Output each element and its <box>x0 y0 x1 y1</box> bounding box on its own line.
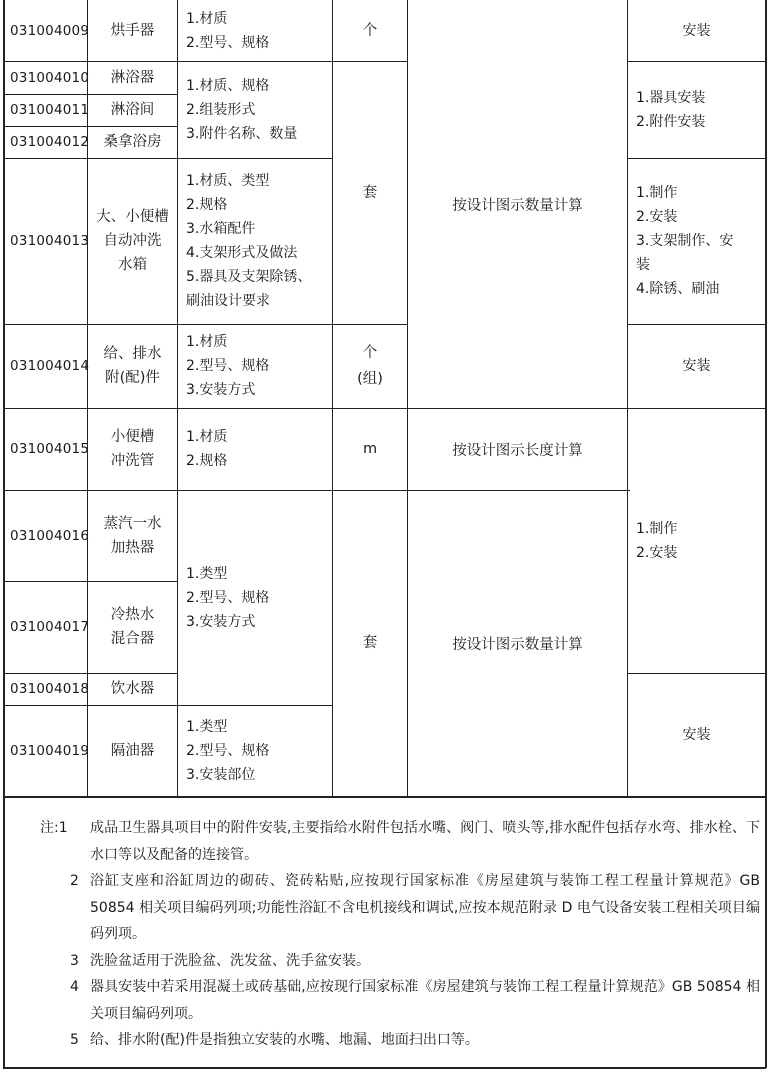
item-code: 031004015 <box>10 441 90 457</box>
note-item <box>40 815 760 868</box>
item-unit: 个 <box>362 22 378 39</box>
item-name: 小便槽 冲洗管 <box>110 429 155 469</box>
quantity-rule: 按设计图示数量计算 <box>452 636 583 653</box>
notes-section <box>40 815 760 1054</box>
item-name: 饮水器 <box>110 681 155 697</box>
item-features: 1.类型 2.型号、规格 3.安装方式 <box>186 565 270 630</box>
work-content: 1.制作 2.安装 3.支架制作、安 装 4.除锈、刷油 <box>636 185 734 297</box>
item-name: 给、排水 附(配)件 <box>103 346 162 386</box>
work-content: 1.制作 2.安装 <box>636 520 678 561</box>
item-code: 031004009 <box>10 22 90 39</box>
item-features: 1.材质、规格 2.组装形式 3.附件名称、数量 <box>186 77 298 142</box>
item-unit: 套 <box>362 635 378 651</box>
item-features: 1.材质 2.型号、规格 3.安装方式 <box>186 334 270 398</box>
item-code: 031004017 <box>10 619 90 635</box>
note-text: 成品卫生器具项目中的附件安装,主要指给水附件包括水嘴、阀门、喷头等,排水配件包括存水弯、排水栓、下水口等以及配备的连接管。 <box>90 820 760 863</box>
item-unit: 个 (组) <box>357 345 383 387</box>
border-right <box>765 0 767 1068</box>
item-unit: m <box>362 441 378 457</box>
note-text: 给、排水附(配)件是指独立安装的水嘴、地漏、地面扫出口等。 <box>90 1032 479 1048</box>
table-bottom-line <box>3 796 766 798</box>
work-content: 安装 <box>682 358 711 374</box>
note-number: 4 <box>70 979 79 995</box>
note-number: 5 <box>70 1032 79 1048</box>
item-code: 031004013 <box>10 233 90 249</box>
work-content: 1.器具安装 2.附件安装 <box>636 89 706 130</box>
item-code: 031004010 <box>10 69 90 86</box>
work-content: 安装 <box>682 726 711 743</box>
item-code: 031004016 <box>10 527 90 544</box>
item-code: 031004014 <box>10 358 90 374</box>
note-text: 浴缸支座和浴缸周边的砌砖、瓷砖粘贴,应按现行国家标准《房屋建筑与装饰工程工程量计算规范》GB 50854 相关项目编码列项;功能性浴缸不含电机接线和调试,应按本规范附录 D 电气设备安装工程相关项目编码列项。 <box>90 873 760 942</box>
item-name: 淋浴器 <box>110 69 155 86</box>
note-item <box>40 974 760 1027</box>
item-features: 1.类型 2.型号、规格 3.安装部位 <box>186 718 270 783</box>
item-name: 冷热水 混合器 <box>110 607 155 647</box>
item-code: 031004011 <box>10 102 90 118</box>
item-name: 大、小便槽 自动冲洗 水箱 <box>96 209 169 273</box>
item-code: 031004018 <box>10 681 90 697</box>
item-code: 031004019 <box>10 742 90 759</box>
item-name: 烘手器 <box>110 22 155 39</box>
item-name: 隔油器 <box>110 742 155 759</box>
item-features: 1.材质 2.规格 <box>186 429 228 469</box>
quantity-rule: 按设计图示长度计算 <box>452 442 583 459</box>
note-number: 2 <box>70 873 79 889</box>
note-text: 器具安装中若采用混凝土或砖基础,应按现行国家标准《房屋建筑与装饰工程工程量计算规范》GB 50854 相关项目编码列项。 <box>90 979 760 1022</box>
item-name: 桑拿浴房 <box>103 134 162 150</box>
work-content: 安装 <box>682 22 711 39</box>
border-bottom <box>3 1067 766 1069</box>
note-item <box>40 948 760 975</box>
item-name: 蒸汽一水 加热器 <box>103 515 162 556</box>
quantity-rule: 按设计图示数量计算 <box>452 197 583 214</box>
item-features: 1.材质、类型 2.规格 3.水箱配件 4.支架形式及做法 5.器具及支架除锈、 刷油设计要求 <box>186 173 312 309</box>
item-features: 1.材质 2.型号、规格 <box>186 10 270 51</box>
item-unit: 套 <box>362 184 378 201</box>
item-code: 031004012 <box>10 134 90 150</box>
note-item <box>40 868 760 948</box>
note-item <box>40 1027 760 1054</box>
note-number: 注:1 <box>40 820 68 836</box>
note-text: 洗脸盆适用于洗脸盆、洗发盆、洗手盆安装。 <box>90 952 370 969</box>
item-name: 淋浴间 <box>110 102 155 118</box>
note-number: 3 <box>70 952 79 969</box>
